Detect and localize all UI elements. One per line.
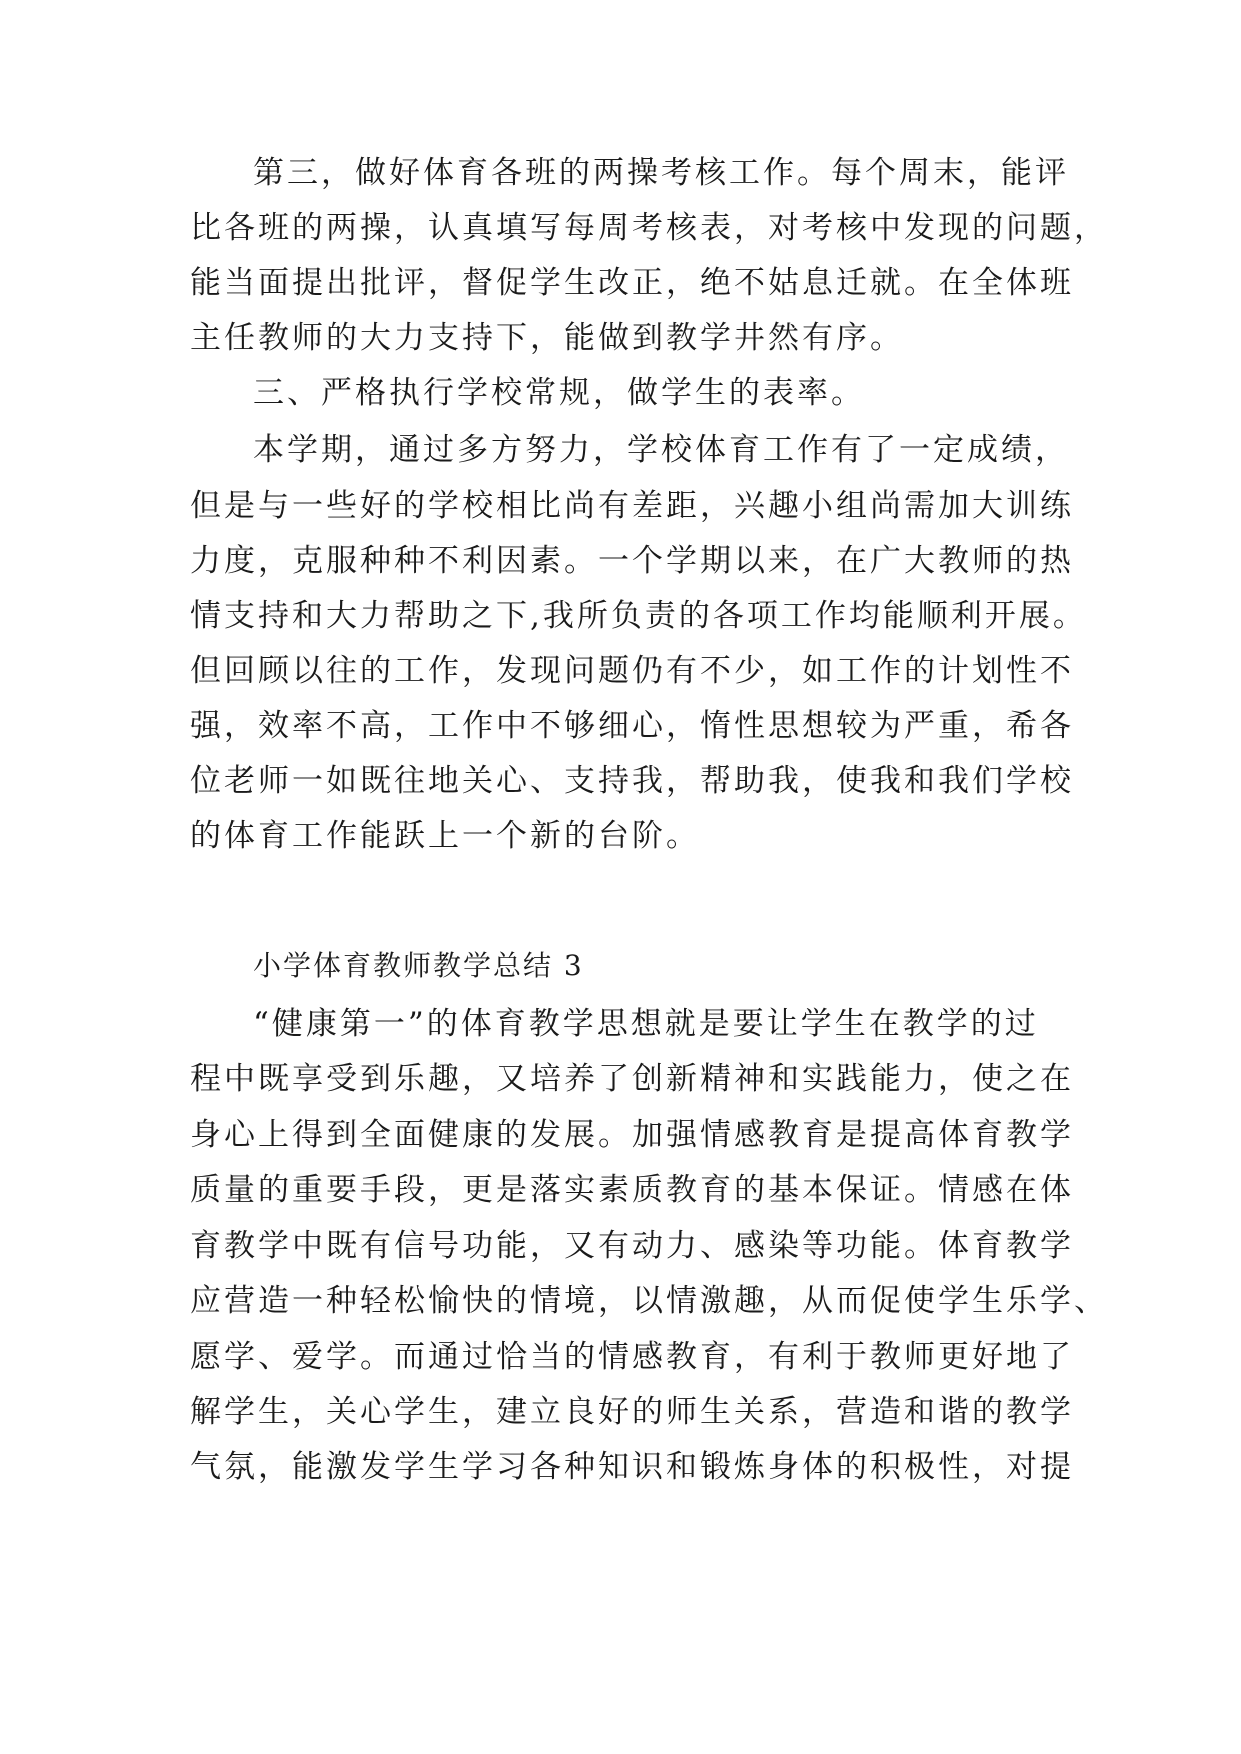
paragraph-line: 程中既享受到乐趣，又培养了创新精神和实践能力，使之在 [190,1061,1074,1097]
paragraph-line: 情支持和大力帮助之下,我所负责的各项工作均能顺利开展。 [190,598,1087,634]
paragraph-line: 强，效率不高，工作中不够细心，惰性思想较为严重，希各 [190,708,1074,744]
paragraph-line: 育教学中既有信号功能，又有动力、感染等功能。体育教学 [190,1228,1074,1264]
paragraph-line: 位老师一如既往地关心、支持我，帮助我，使我和我们学校 [190,763,1074,799]
paragraph-line: 解学生，关心学生，建立良好的师生关系，营造和谐的教学 [190,1394,1074,1430]
paragraph-line: 第三，做好体育各班的两操考核工作。每个周末，能评 [253,155,1069,191]
paragraph-line: 但是与一些好的学校相比尚有差距，兴趣小组尚需加大训练 [190,488,1074,524]
paragraph-line: 质量的重要手段，更是落实素质教育的基本保证。情感在体 [190,1172,1074,1208]
section-heading: 三、严格执行学校常规，做学生的表率。 [253,375,865,411]
paragraph-line: “健康第一”的体育教学思想就是要让学生在教学的过 [253,1006,1039,1042]
paragraph-line: 愿学、爱学。而通过恰当的情感教育，有利于教师更好地了 [190,1339,1074,1375]
paragraph-line: 本学期，通过多方努力，学校体育工作有了一定成绩， [253,432,1069,468]
paragraph-line: 主任教师的大力支持下，能做到教学井然有序。 [190,320,904,356]
paragraph-line: 身心上得到全面健康的发展。加强情感教育是提高体育教学 [190,1117,1074,1153]
paragraph-line: 能当面提出批评，督促学生改正，绝不姑息迁就。在全体班 [190,265,1074,301]
paragraph-line: 的体育工作能跃上一个新的台阶。 [190,818,700,854]
paragraph-line: 但回顾以往的工作，发现问题仍有不少，如工作的计划性不 [190,653,1074,689]
paragraph-line: 比各班的两操，认真填写每周考核表，对考核中发现的问题， [190,210,1108,246]
paragraph-line: 力度，克服种种不利因素。一个学期以来，在广大教师的热 [190,543,1074,579]
paragraph-line: 应营造一种轻松愉快的情境，以情激趣，从而促使学生乐学、 [190,1283,1108,1319]
paragraph-line: 气氛，能激发学生学习各种知识和锻炼身体的积极性，对提 [190,1449,1074,1485]
section-title: 小学体育教师教学总结 3 [253,949,584,982]
